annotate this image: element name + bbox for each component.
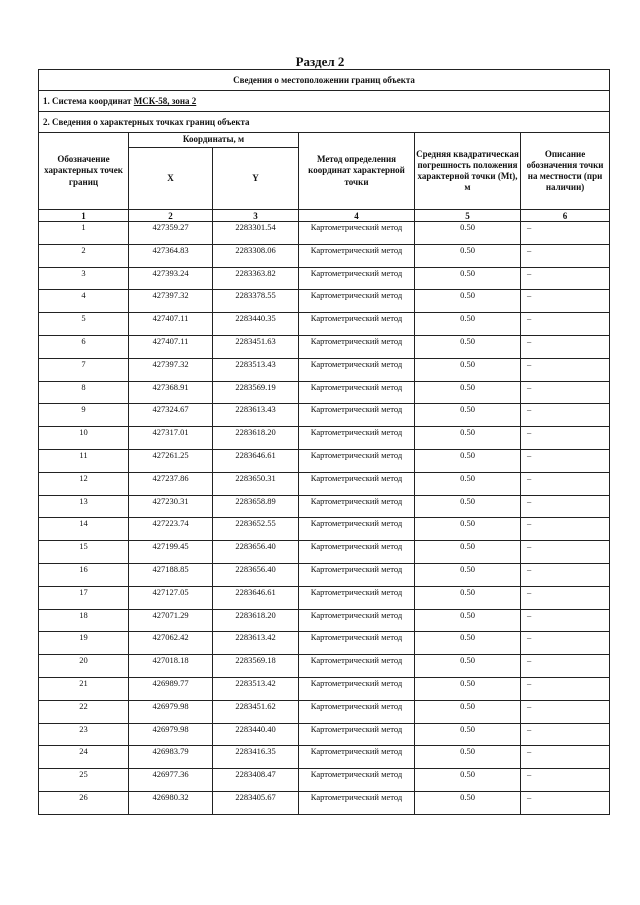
coord-x: 426977.36: [129, 769, 213, 792]
coord-x: 427188.85: [129, 563, 213, 586]
point-number: 19: [39, 632, 129, 655]
point-number: 7: [39, 358, 129, 381]
method-cell: Картометрический метод: [299, 791, 415, 814]
coord-x: 427359.27: [129, 222, 213, 245]
column-number: 3: [213, 210, 299, 222]
header-y: Y: [213, 148, 299, 210]
point-number: 5: [39, 313, 129, 336]
point-number: 10: [39, 427, 129, 450]
coord-x: 427317.01: [129, 427, 213, 450]
description-cell: –: [521, 358, 610, 381]
table-row: [39, 449, 610, 472]
description-cell: –: [521, 723, 610, 746]
method-cell: Картометрический метод: [299, 563, 415, 586]
column-number: 5: [415, 210, 521, 222]
table-caption: Сведения о местоположении границ объекта: [39, 70, 610, 91]
method-cell: Картометрический метод: [299, 290, 415, 313]
table-row: [39, 358, 610, 381]
point-number: 17: [39, 586, 129, 609]
description-cell: –: [521, 769, 610, 792]
point-number: 1: [39, 222, 129, 245]
point-number: 13: [39, 495, 129, 518]
coord-y: 2283646.61: [213, 449, 299, 472]
point-number: 22: [39, 700, 129, 723]
error-cell: 0.50: [415, 472, 521, 495]
description-cell: –: [521, 632, 610, 655]
method-cell: Картометрический метод: [299, 746, 415, 769]
method-cell: Картометрический метод: [299, 381, 415, 404]
point-number: 4: [39, 290, 129, 313]
error-cell: 0.50: [415, 632, 521, 655]
description-cell: –: [521, 495, 610, 518]
description-cell: –: [521, 791, 610, 814]
column-number: 6: [521, 210, 610, 222]
method-cell: Картометрический метод: [299, 472, 415, 495]
point-number: 2: [39, 244, 129, 267]
method-cell: Картометрический метод: [299, 267, 415, 290]
point-number: 8: [39, 381, 129, 404]
table-row: [39, 700, 610, 723]
coord-y: 2283451.62: [213, 700, 299, 723]
column-number: 2: [129, 210, 213, 222]
coord-x: 427397.32: [129, 358, 213, 381]
coord-x: 426979.98: [129, 723, 213, 746]
boundary-points-table: [38, 69, 610, 815]
coord-y: 2283613.42: [213, 632, 299, 655]
error-cell: 0.50: [415, 427, 521, 450]
error-cell: 0.50: [415, 677, 521, 700]
description-cell: –: [521, 677, 610, 700]
table-row: [39, 495, 610, 518]
coord-x: 427397.32: [129, 290, 213, 313]
coord-y: 2283363.82: [213, 267, 299, 290]
coord-y: 2283405.67: [213, 791, 299, 814]
table-row: [39, 472, 610, 495]
coord-x: 427230.31: [129, 495, 213, 518]
coord-x: 426980.32: [129, 791, 213, 814]
error-cell: 0.50: [415, 655, 521, 678]
method-cell: Картометрический метод: [299, 427, 415, 450]
description-cell: –: [521, 472, 610, 495]
description-cell: –: [521, 449, 610, 472]
coord-x: 427364.83: [129, 244, 213, 267]
description-cell: –: [521, 427, 610, 450]
table-row: [39, 586, 610, 609]
table-row: [39, 677, 610, 700]
method-cell: Картометрический метод: [299, 449, 415, 472]
point-number: 25: [39, 769, 129, 792]
method-cell: Картометрический метод: [299, 677, 415, 700]
method-cell: Картометрический метод: [299, 769, 415, 792]
table-row: [39, 427, 610, 450]
coord-x: 426983.79: [129, 746, 213, 769]
error-cell: 0.50: [415, 586, 521, 609]
coord-x: 427018.18: [129, 655, 213, 678]
coord-x: 427237.86: [129, 472, 213, 495]
table-row: [39, 404, 610, 427]
coord-y: 2283408.47: [213, 769, 299, 792]
error-cell: 0.50: [415, 746, 521, 769]
error-cell: 0.50: [415, 563, 521, 586]
header-coords: Координаты, м: [129, 133, 299, 148]
description-cell: –: [521, 541, 610, 564]
error-cell: 0.50: [415, 381, 521, 404]
point-number: 21: [39, 677, 129, 700]
header-method: Метод определения координат характерной точки: [299, 133, 415, 210]
point-number: 12: [39, 472, 129, 495]
coord-x: 426979.98: [129, 700, 213, 723]
table-row: [39, 222, 610, 245]
error-cell: 0.50: [415, 723, 521, 746]
table-row: [39, 746, 610, 769]
error-cell: 0.50: [415, 313, 521, 336]
point-number: 18: [39, 609, 129, 632]
coord-x: 427199.45: [129, 541, 213, 564]
table-row: [39, 244, 610, 267]
error-cell: 0.50: [415, 290, 521, 313]
method-cell: Картометрический метод: [299, 723, 415, 746]
coord-y: 2283646.61: [213, 586, 299, 609]
column-number-row: [39, 210, 610, 222]
point-number: 23: [39, 723, 129, 746]
coord-x: 427407.11: [129, 313, 213, 336]
error-cell: 0.50: [415, 609, 521, 632]
coord-y: 2283451.63: [213, 335, 299, 358]
points-caption: 2. Сведения о характерных точках границ объекта: [39, 112, 610, 133]
error-cell: 0.50: [415, 449, 521, 472]
method-cell: Картометрический метод: [299, 632, 415, 655]
description-cell: –: [521, 313, 610, 336]
coord-y: 2283440.40: [213, 723, 299, 746]
coord-x: 427324.67: [129, 404, 213, 427]
error-cell: 0.50: [415, 769, 521, 792]
section-title: Раздел 2: [295, 54, 345, 69]
error-cell: 0.50: [415, 518, 521, 541]
point-number: 14: [39, 518, 129, 541]
coord-x: 427368.91: [129, 381, 213, 404]
description-cell: –: [521, 655, 610, 678]
table-row: [39, 632, 610, 655]
coord-x: 427393.24: [129, 267, 213, 290]
method-cell: Картометрический метод: [299, 541, 415, 564]
error-cell: 0.50: [415, 541, 521, 564]
column-number: 1: [39, 210, 129, 222]
point-number: 16: [39, 563, 129, 586]
point-number: 6: [39, 335, 129, 358]
coord-y: 2283618.20: [213, 427, 299, 450]
coord-y: 2283656.40: [213, 541, 299, 564]
column-number: 4: [299, 210, 415, 222]
description-cell: –: [521, 222, 610, 245]
error-cell: 0.50: [415, 358, 521, 381]
coord-y: 2283513.43: [213, 358, 299, 381]
error-cell: 0.50: [415, 495, 521, 518]
description-cell: –: [521, 746, 610, 769]
table-row: [39, 290, 610, 313]
description-cell: –: [521, 404, 610, 427]
method-cell: Картометрический метод: [299, 586, 415, 609]
error-cell: 0.50: [415, 404, 521, 427]
method-cell: Картометрический метод: [299, 495, 415, 518]
description-cell: –: [521, 381, 610, 404]
description-cell: –: [521, 290, 610, 313]
coord-y: 2283652.55: [213, 518, 299, 541]
table-row: [39, 563, 610, 586]
coord-y: 2283569.18: [213, 655, 299, 678]
method-cell: Картометрический метод: [299, 518, 415, 541]
header-error: Средняя квадратическая погрешность положения характерной точки (Mt), м: [415, 133, 521, 210]
error-cell: 0.50: [415, 791, 521, 814]
error-cell: 0.50: [415, 267, 521, 290]
table-row: [39, 381, 610, 404]
coord-system-row: [39, 91, 610, 112]
point-number: 15: [39, 541, 129, 564]
coord-y: 2283658.89: [213, 495, 299, 518]
method-cell: Картометрический метод: [299, 244, 415, 267]
coord-y: 2283301.54: [213, 222, 299, 245]
header-description: Описание обозначения точки на местности (при наличии): [521, 133, 610, 210]
table-row: [39, 313, 610, 336]
coord-system-value: МСК-58, зона 2: [133, 96, 197, 106]
header-x: X: [129, 148, 213, 210]
coord-y: 2283440.35: [213, 313, 299, 336]
method-cell: Картометрический метод: [299, 655, 415, 678]
point-number: 3: [39, 267, 129, 290]
coord-y: 2283308.06: [213, 244, 299, 267]
method-cell: Картометрический метод: [299, 358, 415, 381]
coord-y: 2283613.43: [213, 404, 299, 427]
error-cell: 0.50: [415, 222, 521, 245]
coord-x: 427062.42: [129, 632, 213, 655]
coord-x: 426989.77: [129, 677, 213, 700]
error-cell: 0.50: [415, 244, 521, 267]
coord-x: 427261.25: [129, 449, 213, 472]
coord-y: 2283513.42: [213, 677, 299, 700]
table-row: [39, 723, 610, 746]
error-cell: 0.50: [415, 700, 521, 723]
point-number: 24: [39, 746, 129, 769]
description-cell: –: [521, 267, 610, 290]
point-number: 11: [39, 449, 129, 472]
point-number: 20: [39, 655, 129, 678]
method-cell: Картометрический метод: [299, 313, 415, 336]
coord-y: 2283416.35: [213, 746, 299, 769]
coord-y: 2283656.40: [213, 563, 299, 586]
table-row: [39, 541, 610, 564]
point-number: 9: [39, 404, 129, 427]
table-row: [39, 791, 610, 814]
error-cell: 0.50: [415, 335, 521, 358]
description-cell: –: [521, 586, 610, 609]
table-row: [39, 609, 610, 632]
method-cell: Картометрический метод: [299, 222, 415, 245]
method-cell: Картометрический метод: [299, 609, 415, 632]
coord-x: 427223.74: [129, 518, 213, 541]
table-row: [39, 518, 610, 541]
coord-system-label: 1. Система координат: [43, 96, 134, 106]
table-row: [39, 335, 610, 358]
coord-y: 2283650.31: [213, 472, 299, 495]
coord-y: 2283378.55: [213, 290, 299, 313]
table-row: [39, 267, 610, 290]
description-cell: –: [521, 609, 610, 632]
description-cell: –: [521, 563, 610, 586]
point-number: 26: [39, 791, 129, 814]
coord-y: 2283618.20: [213, 609, 299, 632]
header-point-name: Обозначение характерных точек границ: [39, 133, 129, 210]
description-cell: –: [521, 700, 610, 723]
method-cell: Картометрический метод: [299, 404, 415, 427]
description-cell: –: [521, 518, 610, 541]
coord-y: 2283569.19: [213, 381, 299, 404]
table-row: [39, 655, 610, 678]
method-cell: Картометрический метод: [299, 700, 415, 723]
coord-x: 427407.11: [129, 335, 213, 358]
method-cell: Картометрический метод: [299, 335, 415, 358]
coord-x: 427071.29: [129, 609, 213, 632]
description-cell: –: [521, 335, 610, 358]
table-row: [39, 769, 610, 792]
coord-x: 427127.05: [129, 586, 213, 609]
description-cell: –: [521, 244, 610, 267]
